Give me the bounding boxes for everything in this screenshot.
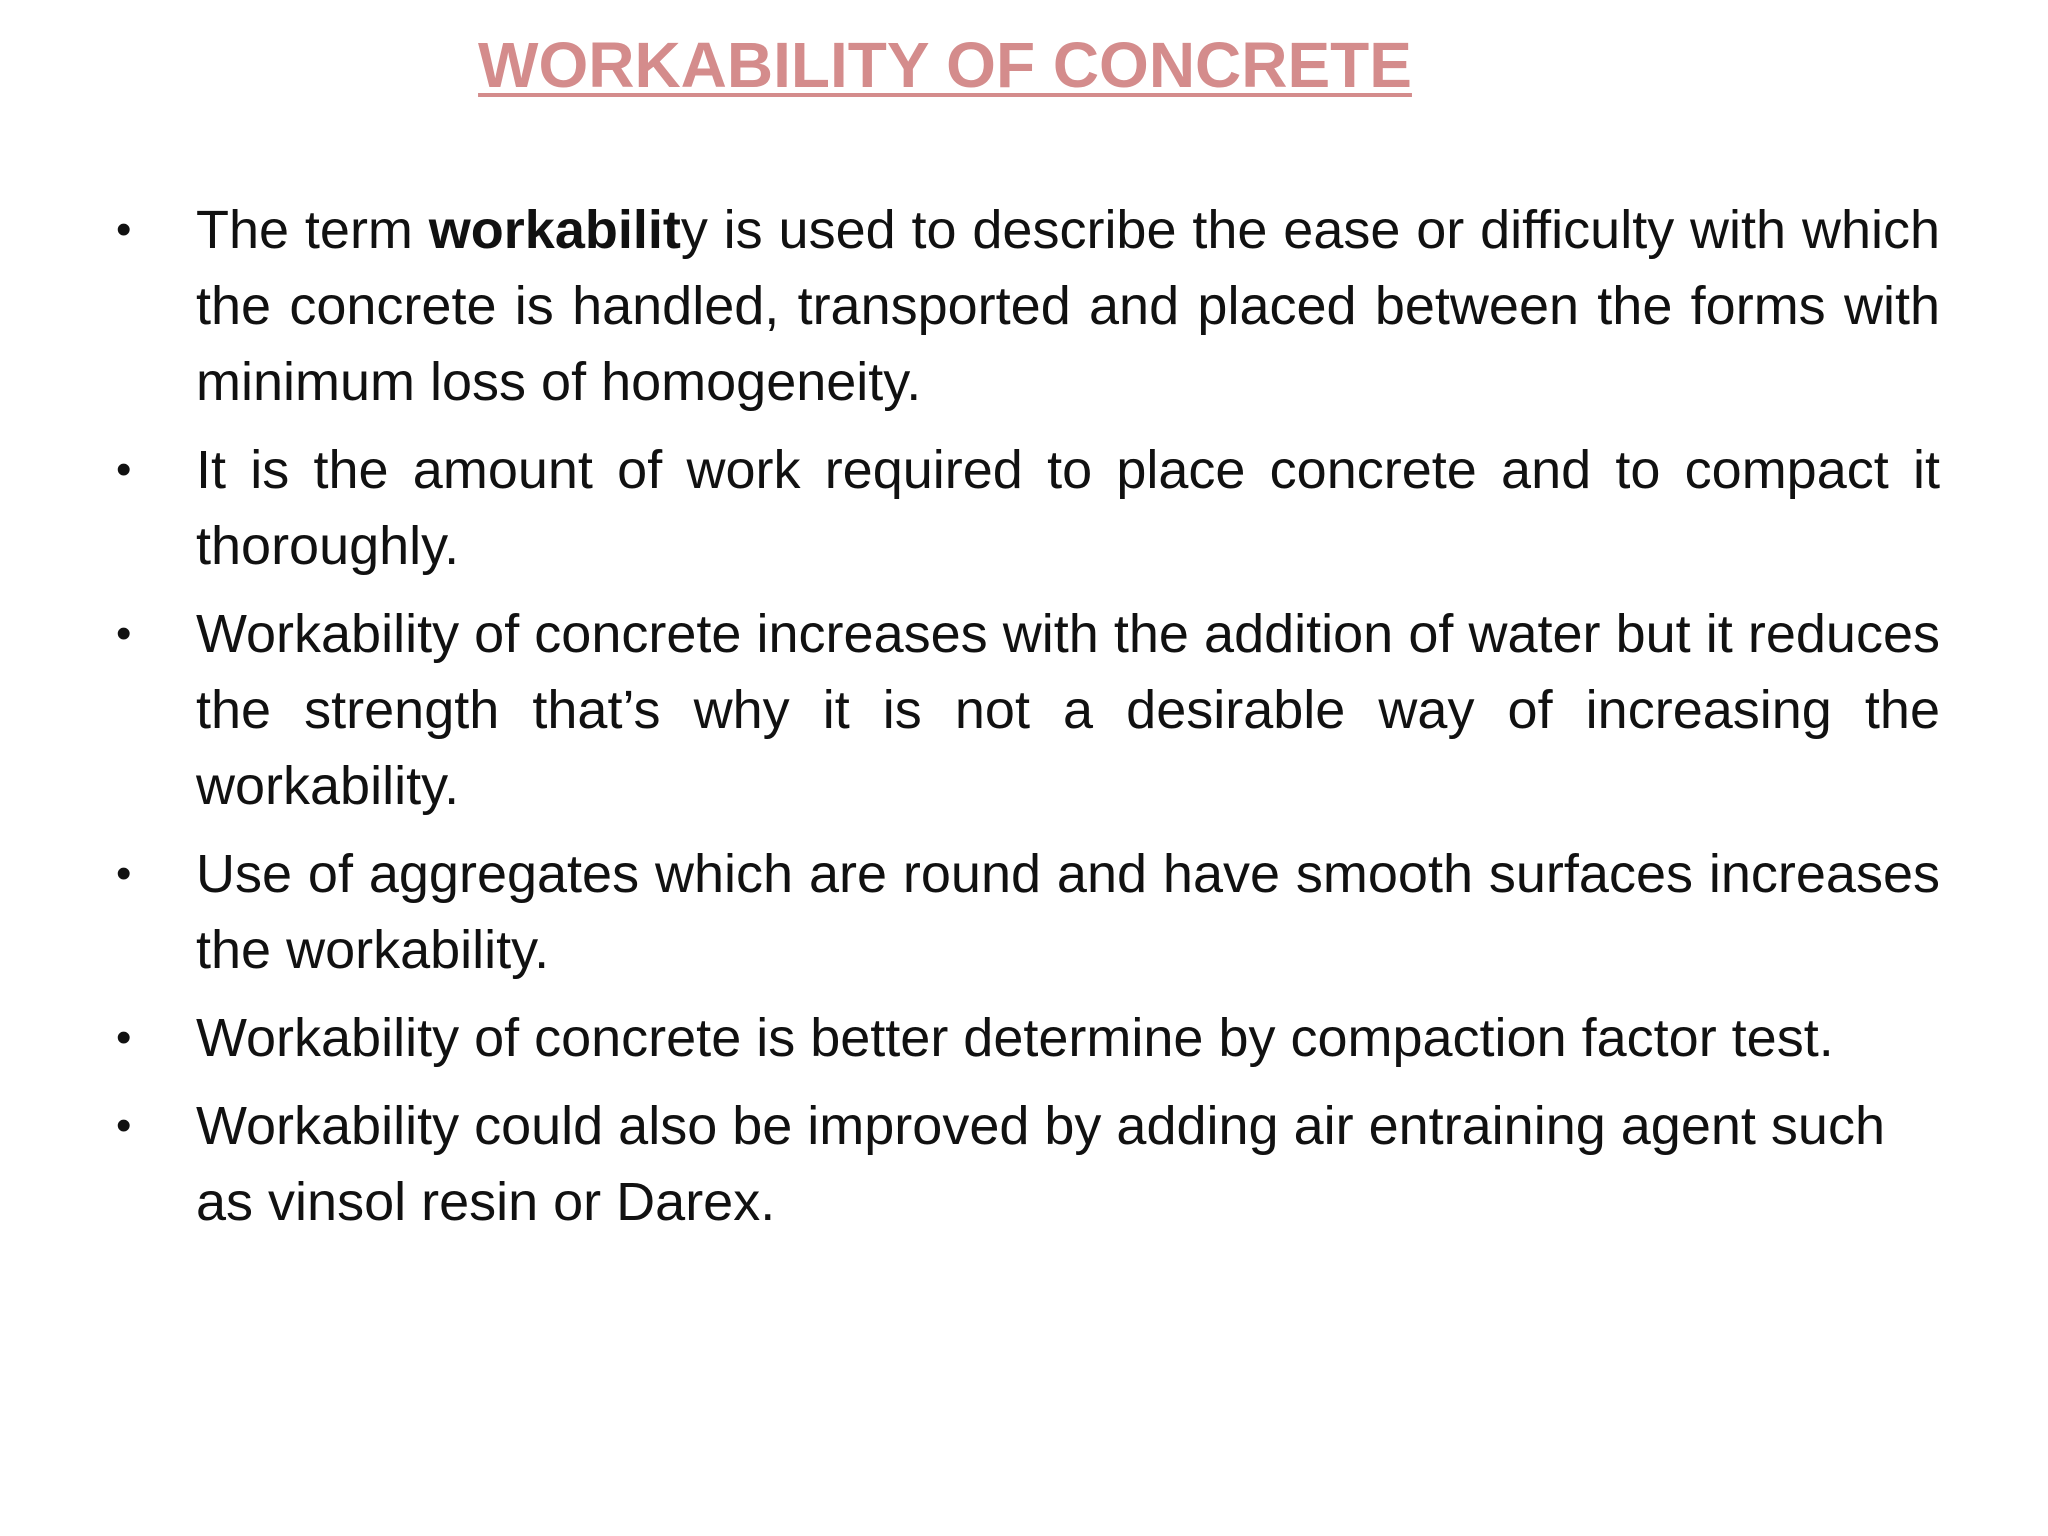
bullet-dot-icon: •: [116, 609, 132, 658]
bullet-text-prefix: The term: [196, 200, 429, 260]
bullet-text: Workability could also be improved by adding air entraining agent such as vinsol resin or Darex.: [196, 1096, 1885, 1232]
slide-title: WORKABILITY OF CONCRETE: [478, 29, 1412, 101]
bullet-text-bold-term: workabilit: [428, 200, 681, 260]
bullet-item-5: [110, 1000, 1940, 1076]
bullet-text: It is the amount of work required to place concrete and to compact it thoroughly.: [196, 440, 1940, 576]
bullet-dot-icon: •: [116, 1101, 132, 1150]
bullet-dot-icon: •: [116, 1013, 132, 1062]
bullet-text-rest: y is used to describe the ease or difficulty with which the concrete is handled, transported and placed between the forms with minimum loss of homogeneity.: [196, 200, 1941, 412]
bullet-dot-icon: •: [116, 849, 132, 898]
bullet-item-3: [110, 596, 1940, 824]
bullet-item-6: [110, 1088, 1940, 1240]
bullet-list: [110, 192, 1940, 1252]
bullet-item-2: [110, 432, 1940, 584]
bullet-dot-icon: •: [116, 445, 132, 494]
bullet-dot-icon: •: [116, 205, 132, 254]
bullet-text: Workability of concrete is better determine by compaction factor test.: [196, 1008, 1834, 1068]
bullet-item-4: [110, 836, 1940, 988]
bullet-item-1: [110, 192, 1940, 420]
bullet-text: Workability of concrete increases with the addition of water but it reduces the strength that’s why it is not a desirable way of increasing the workability.: [196, 604, 1940, 816]
bullet-text: Use of aggregates which are round and have smooth surfaces increases the workability.: [196, 844, 1940, 980]
